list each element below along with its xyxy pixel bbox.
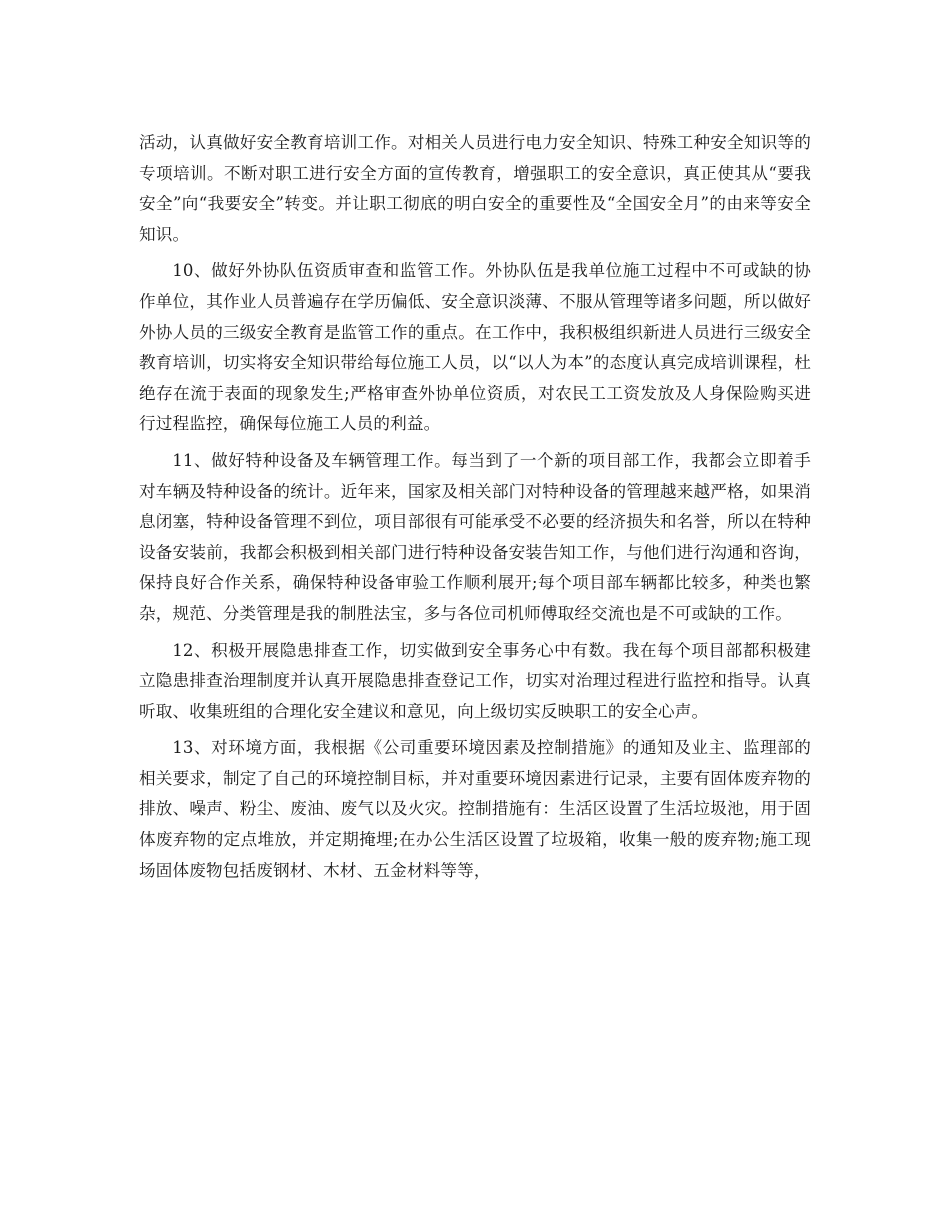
- paragraph-item-13: 13、对环境方面，我根据《公司重要环境因素及控制措施》的通知及业主、监理部的相关要求，制定了自己的环境控制目标，并对重要环境因素进行记录，主要有固体废弃物的排放、噪声、粉尘、废油、废气以及火灾。控制措施有：生活区设置了生活垃圾池，用于固体废弃物的定点堆放，并定期掩埋;在办公生活区设置了垃圾箱，收集一般的废弃物;施工现场固体废物包括废钢材、木材、五金材料等等，: [139, 738, 811, 880]
- paragraph-item-10: 10、做好外协队伍资质审查和监管工作。外协队伍是我单位施工过程中不可或缺的协作单位，其作业人员普遍存在学历偏低、安全意识淡薄、不服从管理等诸多问题，所以做好外协人员的三级安全教育是监管工作的重点。在工作中，我积极组织新进人员进行三级安全教育培训，切实将安全知识带给每位施工人员，以“以人为本”的态度认真完成培训课程，杜绝存在流于表面的现象发生;严格审查外协单位资质，对农民工工资发放及人身保险购买进行过程监控，确保每位施工人员的利益。: [139, 261, 811, 434]
- paragraph-continuation: 活动，认真做好安全教育培训工作。对相关人员进行电力安全知识、特殊工种安全知识等的专项培训。不断对职工进行安全方面的宣传教育，增强职工的安全意识，真正使其从“要我安全”向“我要安全”转变。并让职工彻底的明白安全的重要性及“全国安全月”的由来等安全知识。: [139, 133, 811, 244]
- document-page: [139, 128, 811, 892]
- paragraph-item-11: 11、做好特种设备及车辆管理工作。每当到了一个新的项目部工作，我都会立即着手对车辆及特种设备的统计。近年来，国家及相关部门对特种设备的管理越来越严格，如果消息闭塞，特种设备管理不到位，项目部很有可能承受不必要的经济损失和名誉，所以在特种设备安装前，我都会积极到相关部门进行特种设备安装告知工作，与他们进行沟通和咨询，保持良好合作关系，确保特种设备审验工作顺利展开;每个项目部车辆都比较多，种类也繁杂，规范、分类管理是我的制胜法宝，多与各位司机师傅取经交流也是不可或缺的工作。: [139, 450, 811, 623]
- paragraph-item-12: 12、积极开展隐患排查工作，切实做到安全事务心中有数。我在每个项目部都积极建立隐患排查治理制度并认真开展隐患排查登记工作，切实对治理过程进行监控和指导。认真听取、收集班组的合理化安全建议和意见，向上级切实反映职工的安全心声。: [139, 640, 811, 721]
